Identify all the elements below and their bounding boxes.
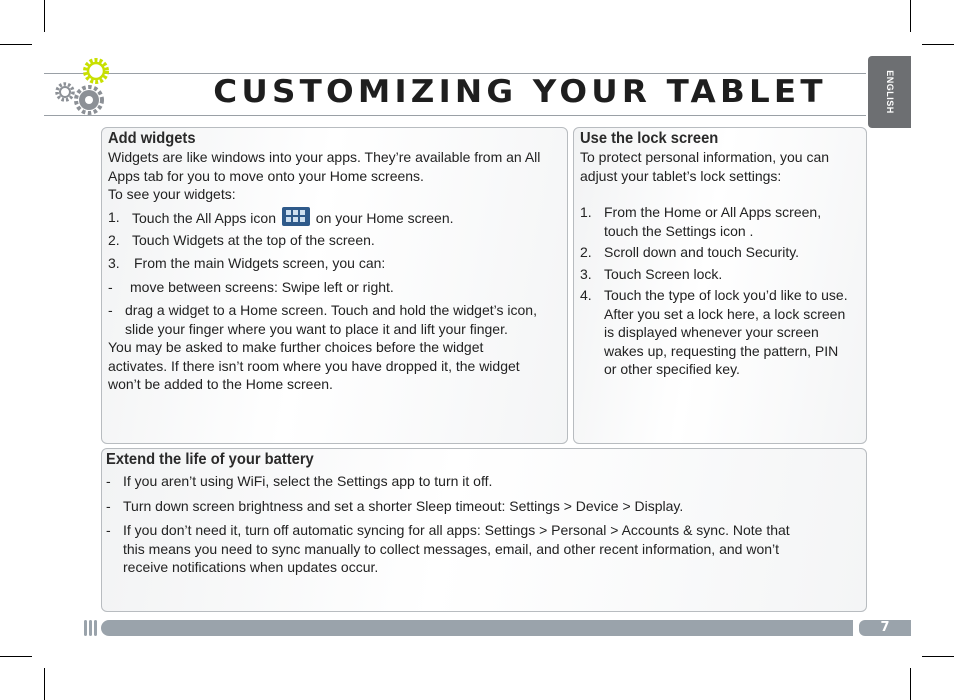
tip-text: Turn down screen brightness and set a shorter Sleep timeout: Settings > Device > Display. — [123, 497, 684, 514]
list-item — [580, 243, 867, 262]
lock-screen-intro-line: To protect personal information, you can — [580, 149, 830, 165]
step-text: From the Home or All Apps screen, — [604, 204, 822, 220]
step-text: or other specified key. — [604, 361, 740, 377]
list-item: - If you don’t need it, turn off automatic syncing for all apps: Settings > Personal > Accounts & sync. Note that this means you need to sync manually to collect messages, email, and other recent information, and won’t receive notifications when updates occur. — [106, 521, 864, 577]
list-item: - Turn down screen brightness and set a shorter Sleep timeout: Settings > Device > Display. — [106, 497, 684, 514]
battery-body — [106, 472, 864, 577]
step-text: wakes up, requesting the pattern, PIN — [604, 342, 839, 359]
bullet-text: move between screens: Swipe left or right. — [130, 278, 394, 295]
list-item — [580, 286, 867, 379]
list-item: - drag a widget to a Home screen. Touch and hold the widget’s icon, slide your finger where you want to place it and lift your finger. — [108, 301, 568, 338]
crop-mark — [910, 0, 911, 32]
lock-screen-body — [580, 148, 867, 379]
step-number: 1. — [108, 208, 120, 225]
header-rule-bottom — [44, 115, 866, 116]
tip-text: If you aren’t using WiFi, select the Settings app to turn it off. — [123, 473, 493, 489]
add-widgets-intro-line: Apps tab for you to move onto your Home screens. — [108, 167, 424, 184]
add-widgets-intro-line: To see your widgets: — [108, 186, 236, 202]
bullet-text: drag a widget to a Home screen. Touch and hold the widget’s icon, — [125, 302, 537, 318]
language-tab-label: ENGLISH — [884, 70, 895, 114]
footer-bar — [101, 620, 853, 636]
tip-text: this means you need to sync manually to collect messages, email, and other recent information, and won’t — [123, 540, 780, 557]
crop-mark — [922, 44, 954, 45]
battery-panel — [101, 448, 867, 612]
page-number: 7 — [859, 620, 911, 636]
step-text: After you set a lock here, a lock screen — [604, 305, 846, 322]
page-title: CUSTOMIZING YOUR TABLET — [213, 74, 827, 110]
lock-screen-panel — [573, 127, 867, 444]
step-number: 3. — [108, 255, 120, 271]
step-text: touch the Settings icon . — [604, 222, 754, 239]
step-number: 1. — [580, 204, 592, 220]
crop-mark — [44, 668, 45, 700]
step-number: 2. — [580, 244, 592, 260]
list-item — [108, 254, 568, 273]
add-widgets-panel — [101, 127, 568, 444]
crop-mark — [0, 44, 32, 45]
crop-mark — [0, 656, 32, 657]
add-widgets-outro-line: won’t be added to the Home screen. — [108, 376, 333, 392]
crop-mark — [44, 0, 45, 32]
lock-screen-heading: Use the lock screen — [580, 130, 719, 147]
step-text: is displayed whenever your screen — [604, 324, 819, 340]
step-text: From the main Widgets screen, you can: — [134, 255, 386, 271]
list-item — [580, 203, 867, 240]
step-number: 2. — [108, 231, 120, 248]
tip-text: receive notifications when updates occur. — [123, 559, 379, 575]
list-item: - move between screens: Swipe left or right. — [108, 278, 394, 295]
list-item — [108, 207, 568, 228]
step-text: on your Home screen. — [315, 209, 454, 226]
step-number: 4. — [580, 287, 592, 303]
list-item — [108, 231, 568, 250]
list-item — [580, 265, 867, 284]
add-widgets-outro-line: activates. If there isn’t room where you have dropped it, the widget — [108, 357, 520, 374]
all-apps-icon — [282, 207, 310, 226]
add-widgets-body — [108, 148, 568, 394]
crop-mark — [922, 656, 954, 657]
step-number: 3. — [580, 265, 592, 282]
add-widgets-outro-line: You may be asked to make further choices before the widget — [108, 339, 484, 355]
bullet-text: slide your finger where you want to place it and lift your finger. — [125, 320, 508, 337]
step-text: Touch Screen lock. — [604, 265, 723, 282]
tip-text: If you don’t need it, turn off automatic syncing for all apps: Settings > Personal > Accounts & sync. Note that — [123, 522, 790, 538]
crop-mark — [910, 668, 911, 700]
language-tab — [868, 56, 911, 128]
lock-screen-intro-line: adjust your tablet’s lock settings: — [580, 167, 782, 184]
list-item: - If you aren’t using WiFi, select the Settings app to turn it off. — [106, 473, 493, 489]
add-widgets-intro-line: Widgets are like windows into your apps. They’re available from an All — [108, 149, 541, 165]
battery-heading: Extend the life of your battery — [106, 451, 314, 468]
step-text: Scroll down and touch Security. — [604, 244, 800, 260]
step-text: Touch the type of lock you’d like to use. — [604, 287, 848, 303]
add-widgets-heading: Add widgets — [108, 130, 196, 147]
step-text: Touch Widgets at the top of the screen. — [132, 231, 375, 248]
step-text: Touch the All Apps icon — [132, 209, 276, 226]
